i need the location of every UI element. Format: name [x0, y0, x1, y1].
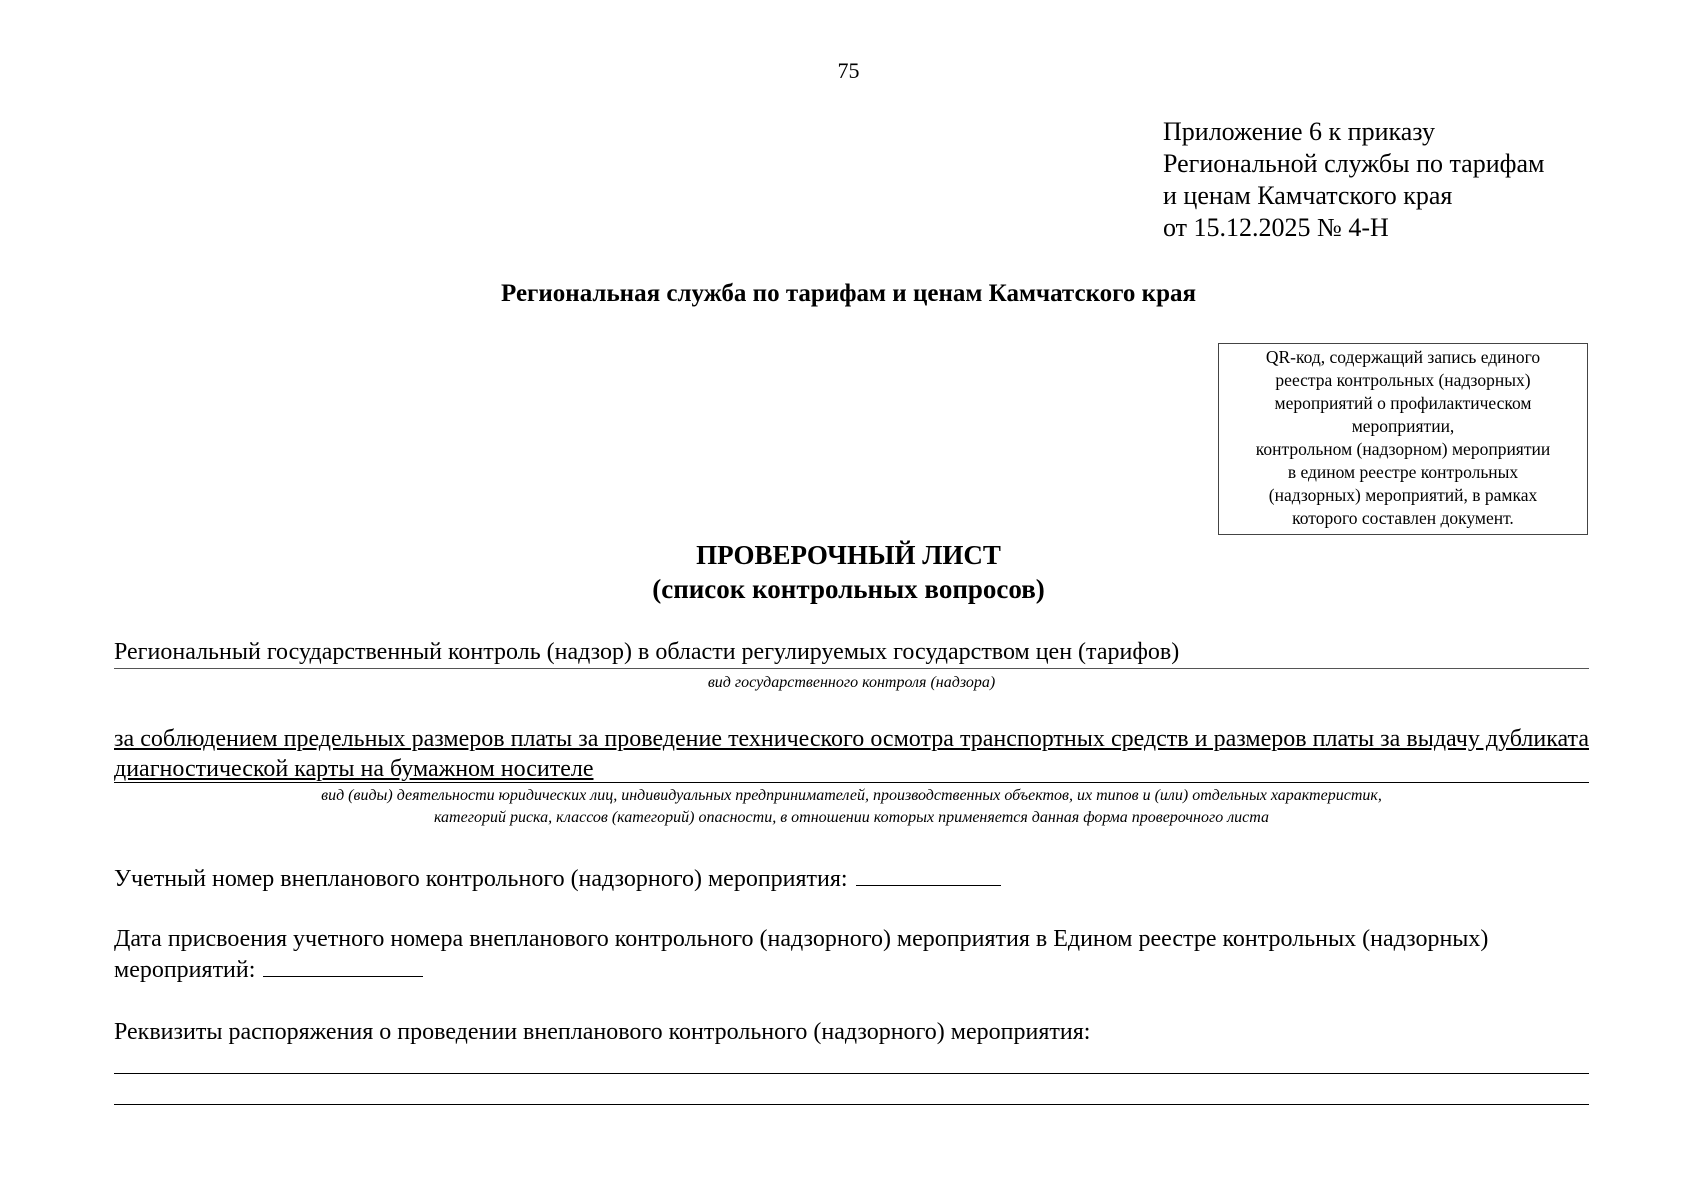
- activity-hint-line: вид (виды) деятельности юридических лиц, индивидуальных предпринимателей, производственных объектов, их типов и (или) отдельных характеристик,: [321, 787, 1382, 804]
- document-title-subtitle: (список контрольных вопросов): [652, 574, 1045, 604]
- activity-type-value: за соблюдением предельных размеров платы за проведение технического осмотра транспортных средств и размеров платы за выдачу дубликата диагностической карты на бумажном носителе: [114, 726, 1589, 782]
- accounting-number-label: Учетный номер внепланового контрольного (надзорного) мероприятия:: [114, 866, 848, 892]
- control-type-field[interactable]: Региональный государственный контроль (надзор) в области регулируемых государством цен (тарифов): [114, 637, 1589, 669]
- accounting-number-blank[interactable]: [856, 863, 1001, 886]
- assignment-date-row: [114, 924, 1594, 985]
- control-type-hint: вид государственного контроля (надзора): [707, 674, 996, 691]
- organization-title: Региональная служба по тарифам и ценам Камчатского края: [501, 280, 1196, 307]
- appendix-line: Приложение 6 к приказу: [1163, 117, 1436, 146]
- qr-box-line: QR-код, содержащий запись единого: [1265, 347, 1541, 367]
- qr-box-line: (надзорных) мероприятий, в рамках: [1268, 485, 1538, 505]
- assignment-date-blank[interactable]: [263, 954, 423, 977]
- appendix-reference: [1163, 116, 1544, 244]
- order-details-row: [114, 1017, 1594, 1047]
- activity-underline: [114, 782, 1589, 783]
- document-title-main: ПРОВЕРОЧНЫЙ ЛИСТ: [696, 540, 1001, 570]
- appendix-line: Региональной службы по тарифам: [1163, 149, 1545, 178]
- order-details-blank-line[interactable]: [114, 1073, 1589, 1074]
- qr-box-line: мероприятий о профилактическом: [1274, 393, 1532, 413]
- qr-box-line: реестра контрольных (надзорных): [1275, 370, 1531, 390]
- activity-hint-line: категорий риска, классов (категорий) опасности, в отношении которых применяется данная форма проверочного листа: [433, 809, 1270, 826]
- qr-box-line: в едином реестре контрольных: [1287, 462, 1519, 482]
- qr-code-placeholder: [1218, 343, 1588, 535]
- appendix-line: от 15.12.2025 № 4-Н: [1163, 213, 1389, 242]
- appendix-line: и ценам Камчатского края: [1163, 181, 1453, 210]
- qr-box-line: которого составлен документ.: [1292, 508, 1514, 528]
- order-details-label: Реквизиты распоряжения о проведении внепланового контрольного (надзорного) мероприятия:: [114, 1019, 1091, 1045]
- page-number: 75: [837, 58, 860, 83]
- order-details-blank-line[interactable]: [114, 1104, 1589, 1105]
- activity-type-hint: [114, 785, 1589, 829]
- document-title: [0, 538, 1697, 606]
- assignment-date-label: Дата присвоения учетного номера внепланового контрольного (надзорного) мероприятия в Едином реестре контрольных (надзорных) мероприятий:: [114, 926, 1489, 983]
- qr-box-line: контрольном (надзорном) мероприятии: [1255, 439, 1551, 459]
- accounting-number-row: [114, 863, 1594, 894]
- activity-type-field[interactable]: [114, 724, 1589, 784]
- qr-box-line: мероприятии,: [1351, 416, 1455, 436]
